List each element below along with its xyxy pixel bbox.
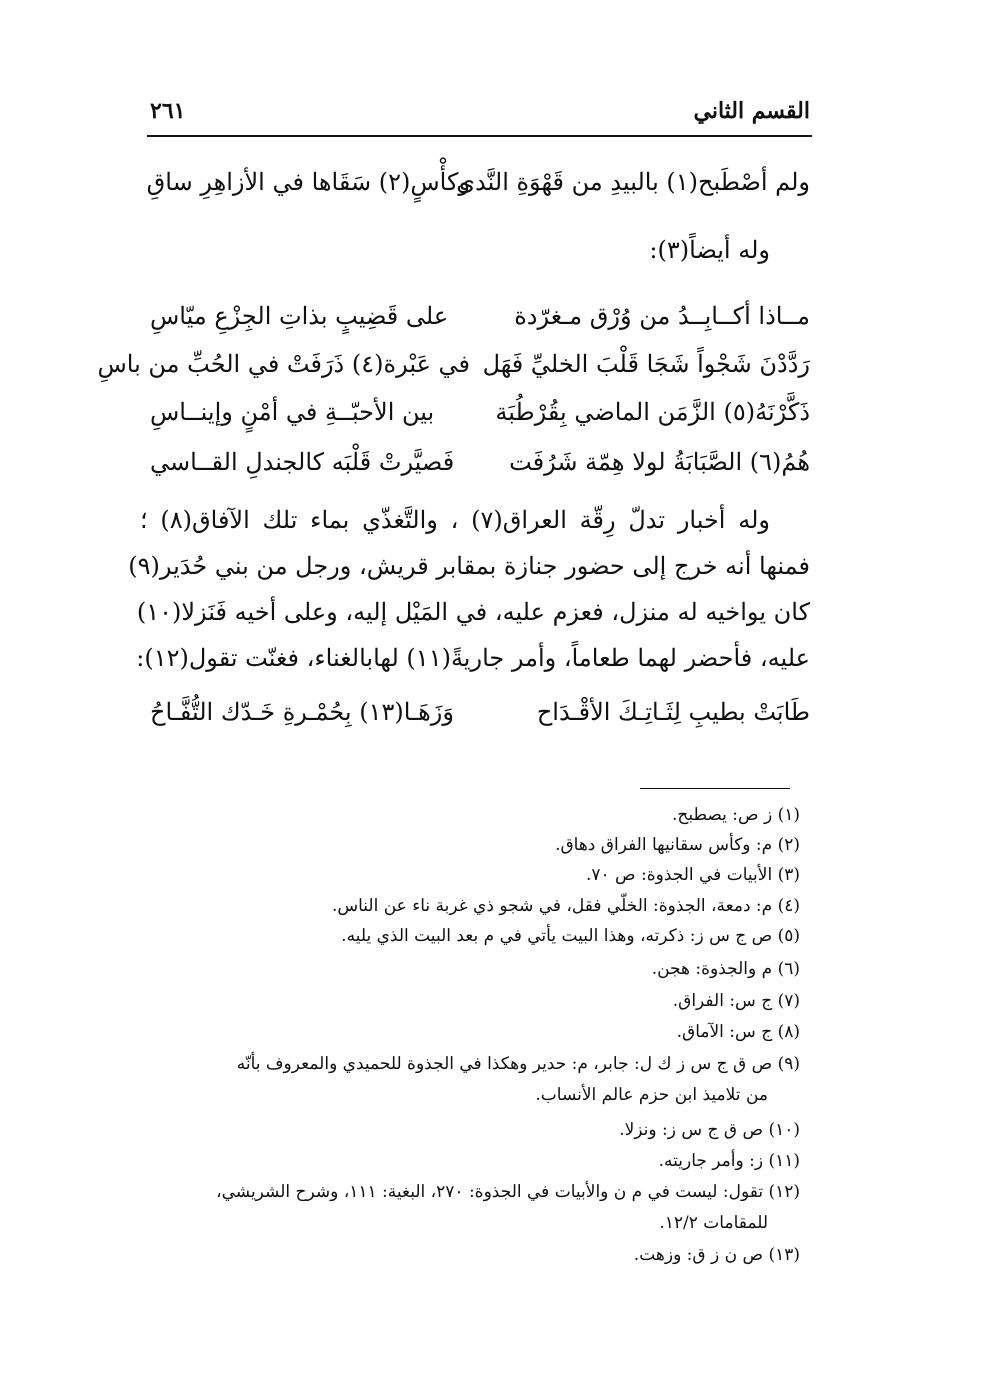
- prose-line: فمنها أنه خرج إلى حضور جنازة بمقابر قريش، ورجل من بني حُدَير(٩): [128, 552, 810, 580]
- verse-first-hemistich: طَابَتْ بطيبِ لِثَـاتِـكَ الأقْـدَاح: [536, 698, 810, 726]
- footnote: (٥) ص ج س ز: ذكرته، وهذا البيت يأتي في م بعد البيت الذي يليه.: [341, 926, 800, 946]
- verse-second-hemistich: وكأْسٍ(٢) سَقَاها في الأزاهِرِ ساقِ: [146, 168, 470, 196]
- footnote: (٨) ج س: الآماق.: [676, 1022, 800, 1042]
- verse-second-hemistich: على قَضِيبٍ بذاتِ الجِزْعِ ميّاسِ: [150, 302, 449, 330]
- verse-couplet: [97, 342, 810, 386]
- footnote: (٦) م والجذوة: هجن.: [651, 959, 800, 979]
- footnote: (١٣) ص ن ز ق: وزهت.: [633, 1245, 800, 1265]
- section-title: القسم الثاني: [693, 98, 810, 124]
- footnote: (٤) م: دمعة، الجذوة: الخلّي فقل، في شجو ذي غربة ناء عن الناس.: [331, 896, 800, 916]
- footnote: (٩) ص ق ج س ز ك ل: جابر، م: حدير وهكذا في الجذوة للحميدي والمعروف بأنّه: [236, 1054, 800, 1074]
- footnote-continuation: للمقامات ١٢/٢.: [659, 1213, 768, 1233]
- verse-first-hemistich: ولم أصْطَبح(١) بالبيدِ من قَهْوَةِ النَّدى: [456, 168, 810, 196]
- footnote: (٣) الأبيات في الجذوة: ص ٧٠.: [585, 865, 800, 885]
- verse-couplet: [146, 160, 810, 204]
- prose-line: وله أخبار تدلّ رِقّة العراق(٧) ، والتَّغذّي بماء تلك الآفاق(٨) ؛: [140, 506, 770, 534]
- verse-couplet: [150, 440, 810, 484]
- verse-second-hemistich: بين الأحبّــةِ في أمْنٍ وإينــاسِ: [150, 398, 435, 426]
- intro-line: وله أيضاً(٣):: [649, 236, 770, 264]
- verse-first-hemistich: رَدَّدْنَ شَجْواً شَجَا قَلْبَ الخليِّ فَهَل: [482, 350, 810, 378]
- footnote: (١٢) تقول: ليست في م ن والأبيات في الجذوة: ٢٧٠، البغية: ١١١، وشرح الشريشي،: [216, 1182, 800, 1202]
- verse-couplet: [150, 294, 810, 338]
- page-header: [150, 98, 810, 134]
- verse-first-hemistich: ذَكَّرْنَهُ(٥) الزَّمَن الماضي بِقُرْطُبَة: [495, 398, 810, 426]
- verse-couplet: [150, 690, 810, 734]
- verse-first-hemistich: هُمُ(٦) الصَّبَابَةُ لولا هِمّة شَرُفَت: [509, 448, 810, 476]
- verse-first-hemistich: مــاذا أكــابِــدُ من وُرْق مـغرّدة: [514, 302, 810, 330]
- page-number: ٢٦١: [150, 98, 186, 124]
- footnote: (٢) م: وكأس سقانيها الفراق دهاق.: [555, 835, 800, 855]
- footnote: (٧) ج س: الفراق.: [672, 991, 800, 1011]
- footnote-rule: [640, 788, 790, 789]
- footnote: (١) ز ص: يصطبح.: [671, 805, 800, 825]
- prose-line: عليه، فأحضر لهما طعاماً، وأمر جاريةً(١١) لهابالغناء، فغنّت تقول(١٢):: [136, 644, 810, 672]
- verse-couplet: [150, 390, 810, 434]
- verse-second-hemistich: فَصيَّرتْ قَلْبَه كالجندلِ القــاسي: [150, 448, 455, 476]
- footnote-continuation: من تلاميذ ابن حزم عالم الأنساب.: [535, 1085, 768, 1105]
- verse-second-hemistich: وَزَهَـا(١٣) بِحُمْـرةِ خَـدّك التُّفَّـاحُ: [150, 698, 454, 726]
- footnote: (١٠) ص ق ج س ز: ونزلا.: [619, 1120, 800, 1140]
- prose-line: كان يواخيه له منزل، فعزم عليه، في المَيْل إليه، وعلى أخيه فَنَزلا(١٠): [136, 598, 810, 626]
- footnote: (١١) ز: وأمر جاريته.: [658, 1151, 800, 1171]
- verse-second-hemistich: في عَبْرة(٤) ذَرَفَتْ في الحُبِّ من باسِ: [97, 350, 470, 378]
- header-rule: [147, 135, 812, 137]
